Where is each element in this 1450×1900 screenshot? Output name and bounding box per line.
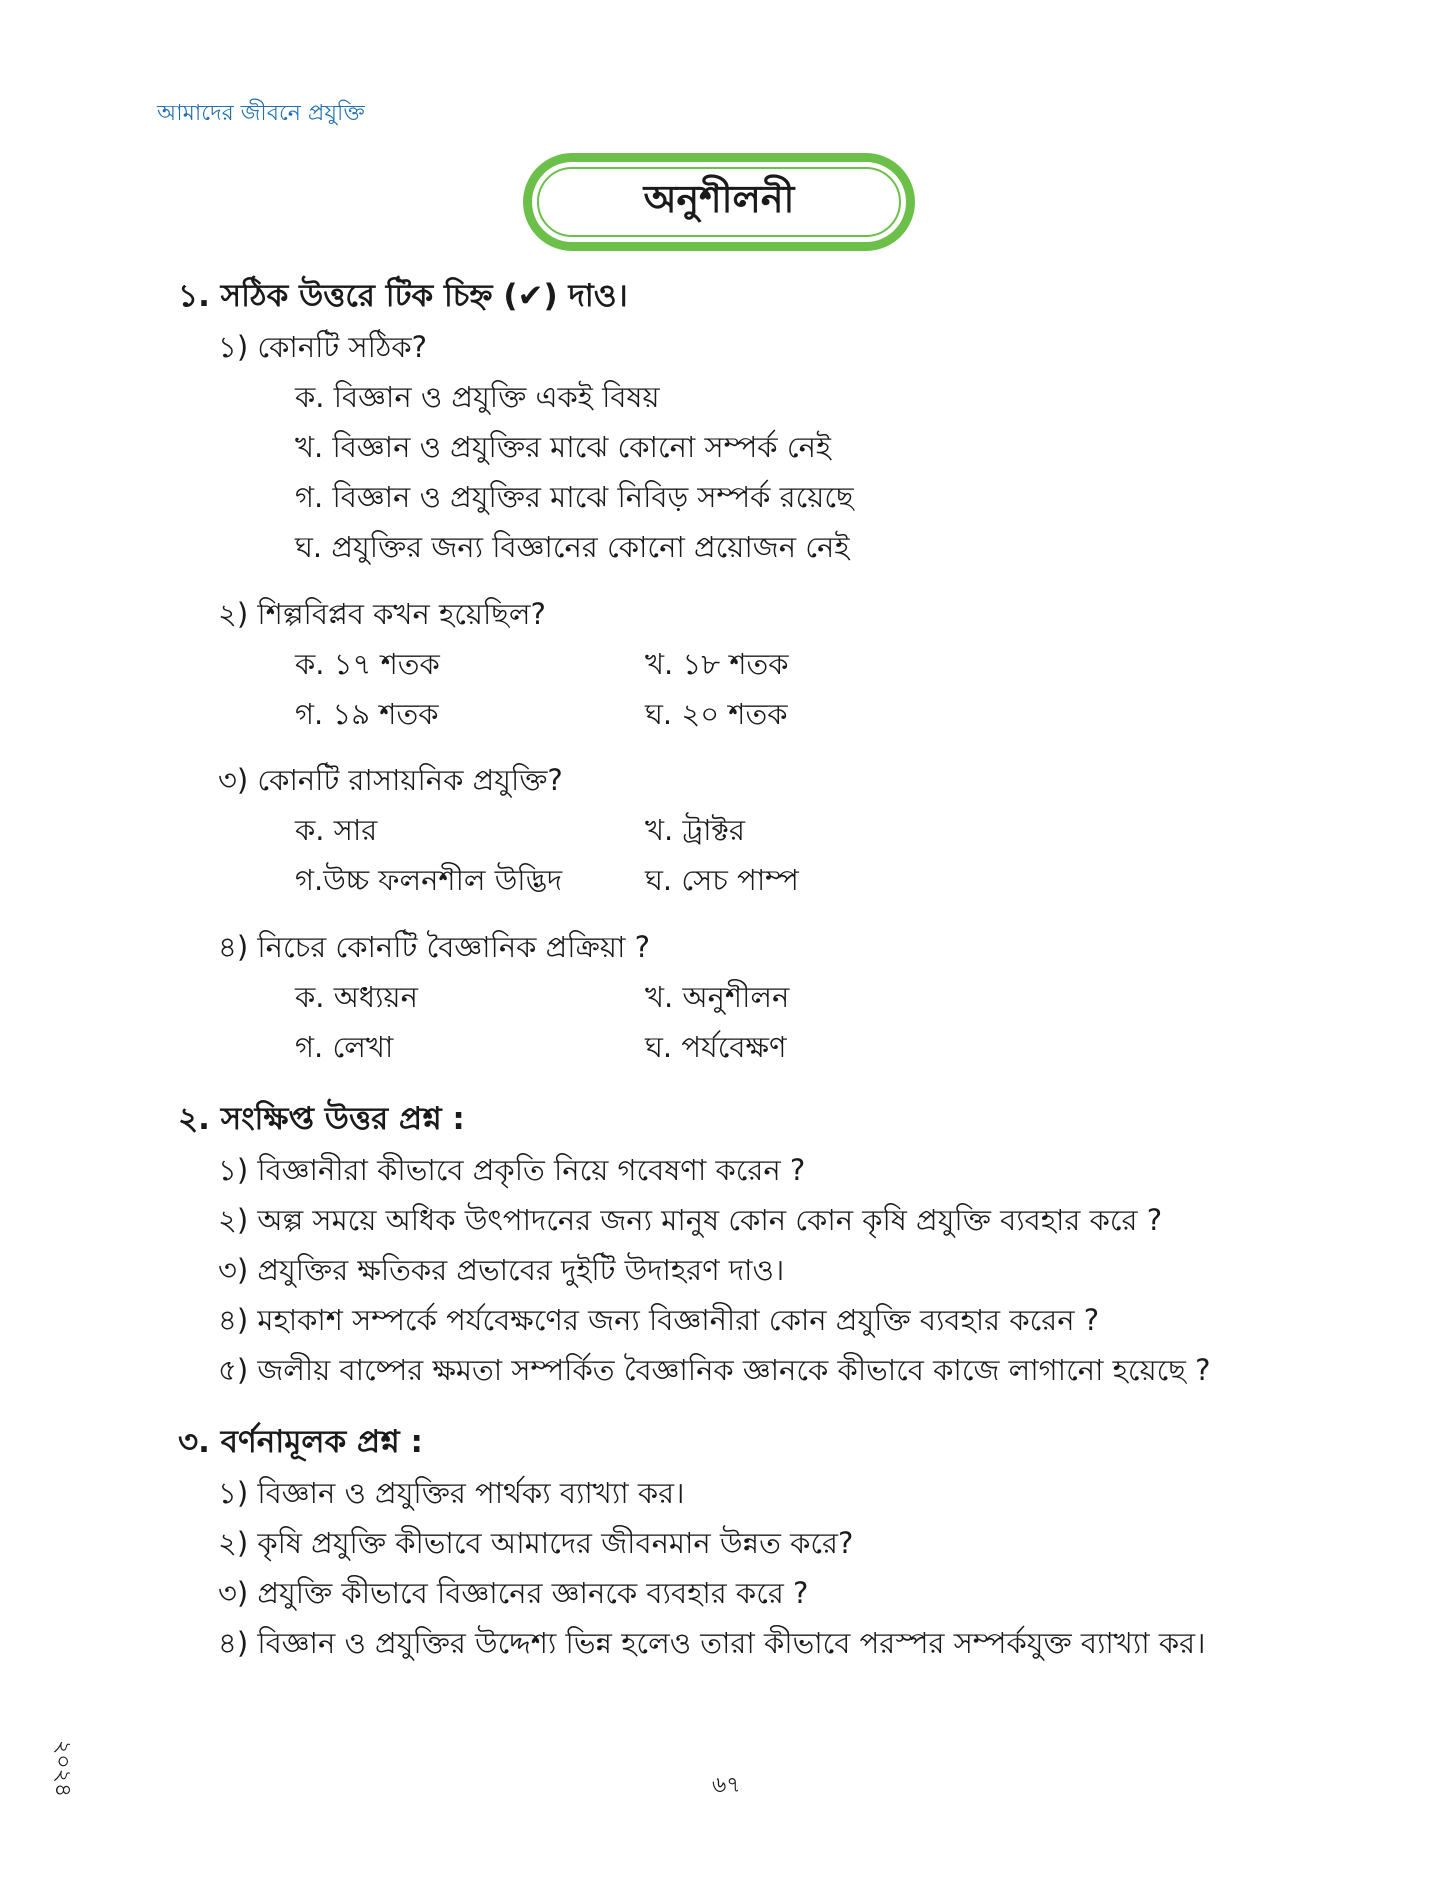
q3-option-b: খ. ট্রাক্টর: [645, 813, 745, 847]
descriptive-question-2: ২) কৃষি প্রযুক্তি কীভাবে আমাদের জীবনমান উন্নত করে?: [218, 1526, 854, 1560]
running-head: আমাদের জীবনে প্রযুক্তি: [157, 101, 365, 126]
q2-option-d: ঘ. ২০ শতক: [645, 697, 788, 731]
q1-option-b: খ. বিজ্ঞান ও প্রযুক্তির মাঝে কোনো সম্পর্ক নেই: [295, 430, 831, 464]
question-4: ৪) নিচের কোনটি বৈজ্ঞানিক প্রক্রিয়া ?: [218, 930, 650, 964]
q3-option-d: ঘ. সেচ পাম্প: [645, 863, 799, 897]
q4-option-d: ঘ. পর্যবেক্ষণ: [645, 1030, 787, 1064]
short-question-4: ৪) মহাকাশ সম্পর্কে পর্যবেক্ষণের জন্য বিজ্ঞানীরা কোন প্রযুক্তি ব্যবহার করেন ?: [218, 1303, 1100, 1337]
page-title: অনুশীলনী: [643, 177, 795, 221]
short-question-1: ১) বিজ্ঞানীরা কীভাবে প্রকৃতি নিয়ে গবেষণা করেন ?: [218, 1153, 806, 1187]
q3-option-a: ক. সার: [295, 813, 378, 847]
side-year: ২০২৪: [50, 1740, 75, 1798]
q1-option-d: ঘ. প্রযুক্তির জন্য বিজ্ঞানের কোনো প্রয়োজন নেই: [295, 530, 850, 564]
page-number: ৬৭: [712, 1773, 741, 1798]
q2-option-a: ক. ১৭ শতক: [295, 647, 440, 681]
section-2-heading: ২. সংক্ষিপ্ত উত্তর প্রশ্ন :: [178, 1101, 465, 1137]
q2-option-c: গ. ১৯ শতক: [295, 697, 439, 731]
descriptive-question-1: ১) বিজ্ঞান ও প্রযুক্তির পার্থক্য ব্যাখ্যা কর।: [218, 1476, 685, 1510]
question-2: ২) শিল্পবিপ্লব কখন হয়েছিল?: [218, 597, 546, 631]
short-question-5: ৫) জলীয় বাষ্পের ক্ষমতা সম্পর্কিত বৈজ্ঞানিক জ্ঞানকে কীভাবে কাজে লাগানো হয়েছে ?: [218, 1353, 1211, 1387]
question-1: ১) কোনটি সঠিক?: [218, 330, 428, 364]
descriptive-question-3: ৩) প্রযুক্তি কীভাবে বিজ্ঞানের জ্ঞানকে ব্যবহার করে ?: [218, 1576, 809, 1610]
descriptive-question-4: ৪) বিজ্ঞান ও প্রযুক্তির উদ্দেশ্য ভিন্ন হলেও তারা কীভাবে পরস্পর সম্পর্কযুক্ত ব্যাখ্যা কর।: [218, 1626, 1206, 1660]
short-question-3: ৩) প্রযুক্তির ক্ষতিকর প্রভাবের দুইটি উদাহরণ দাও।: [218, 1253, 785, 1287]
question-3: ৩) কোনটি রাসায়নিক প্রযুক্তি?: [218, 763, 563, 797]
q3-option-c: গ.উচ্চ ফলনশীল উদ্ভিদ: [295, 863, 563, 897]
section-1-heading: ১. সঠিক উত্তরে টিক চিহ্ন (✔) দাও।: [178, 278, 628, 314]
q4-option-b: খ. অনুশীলন: [645, 980, 790, 1014]
short-question-2: ২) অল্প সময়ে অধিক উৎপাদনের জন্য মানুষ কোন কোন কৃষি প্রযুক্তি ব্যবহার করে ?: [218, 1203, 1163, 1237]
q1-option-c: গ. বিজ্ঞান ও প্রযুক্তির মাঝে নিবিড় সম্পর্ক রয়েছে: [295, 480, 854, 514]
q4-option-c: গ. লেখা: [295, 1030, 394, 1064]
q2-option-b: খ. ১৮ শতক: [645, 647, 789, 681]
title-box: [523, 153, 915, 251]
section-3-heading: ৩. বর্ণনামূলক প্রশ্ন :: [178, 1424, 423, 1460]
q4-option-a: ক. অধ্যয়ন: [295, 980, 418, 1014]
q1-option-a: ক. বিজ্ঞান ও প্রযুক্তি একই বিষয়: [295, 380, 660, 414]
